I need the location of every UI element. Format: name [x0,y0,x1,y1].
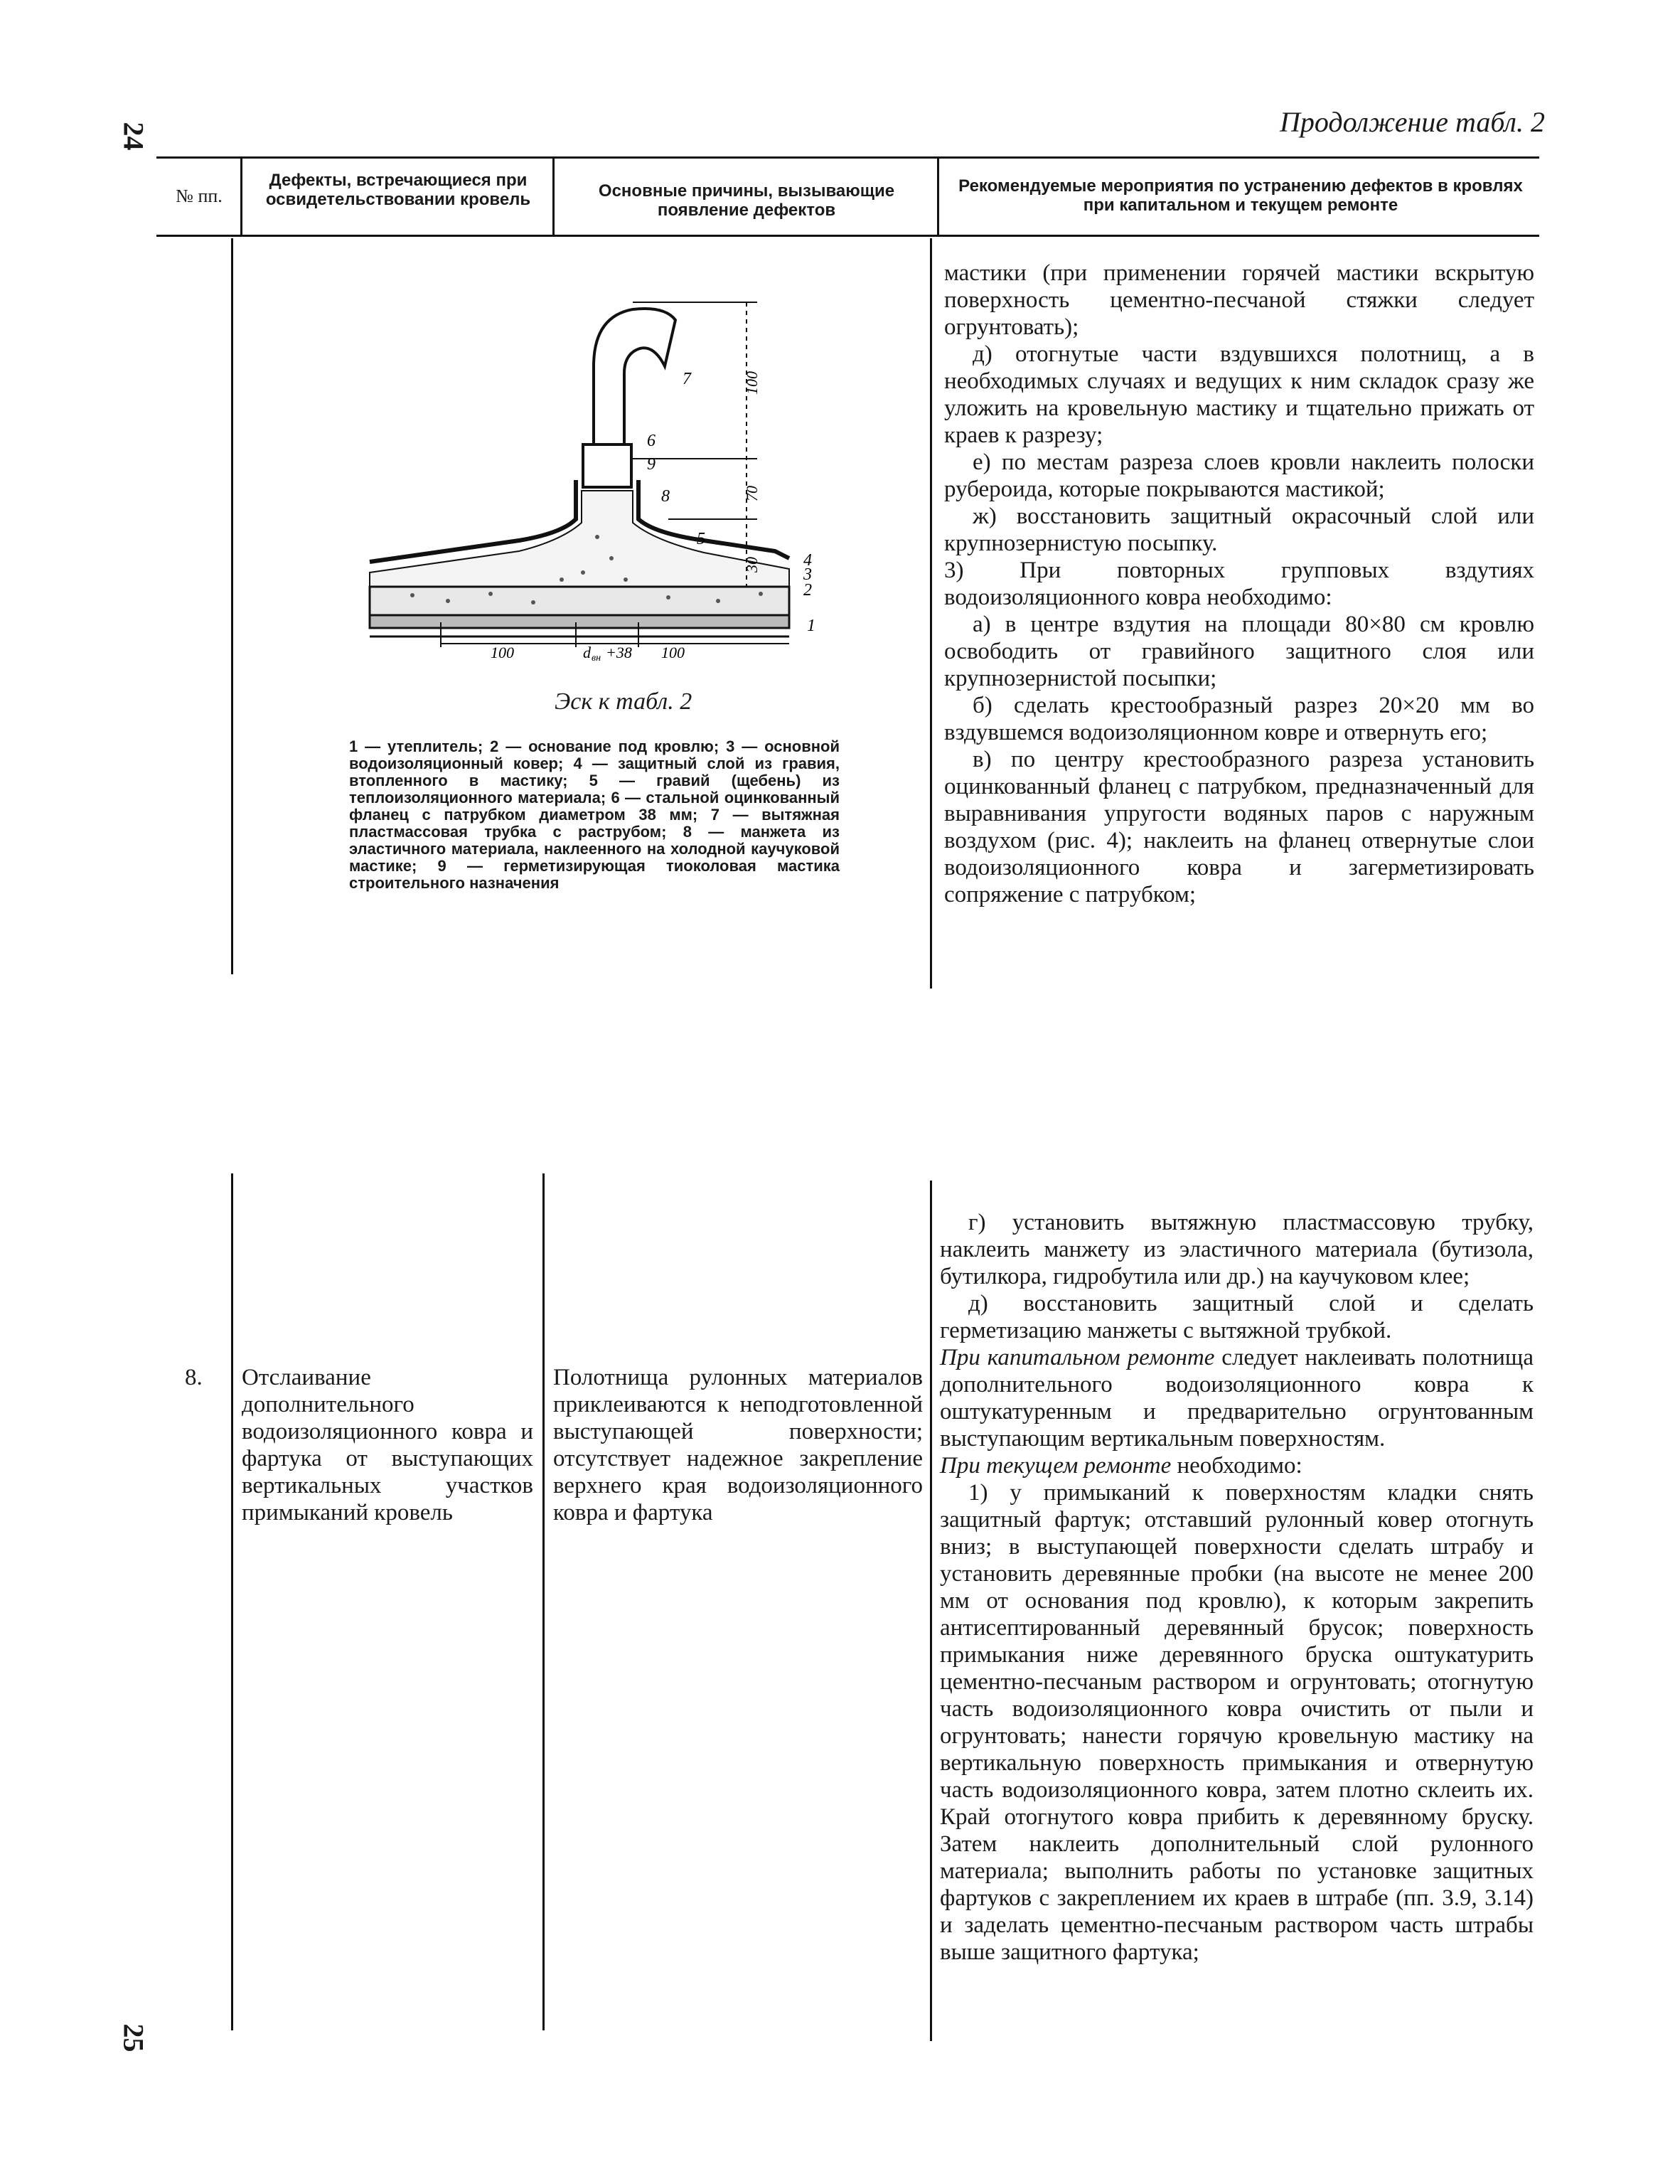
figure-label-4: 4 [803,551,812,570]
measure-paragraph: мастики (при применении горячей мастики вскрытую поверхность цементно-песчаной стяжки следует огрунтовать); [944,260,1534,340]
header-col-causes: Основные причины, вызывающие появление дефектов [598,181,895,220]
measure-paragraph: а) в центре вздутия на площади 80×80 см кровлю освободить от гравийного защитного слоя или крупнозернистой посыпки; [944,612,1534,691]
figure-label-8: 8 [661,487,670,506]
table-top-rule [156,156,1539,159]
figure-label-6: 6 [647,432,656,450]
page-number-right: 25 [117,2023,150,2052]
row-8-number: 8. [185,1365,203,1390]
bottom-right-measures [940,1209,1534,1966]
dim-label-70: 70 [743,486,761,501]
dim-label-100-right: 100 [661,644,685,661]
measure-paragraph: в) по центру крестообразного разреза установить оцинкованный фланец с патрубком, предназначенный для выравнивания упругости водяных паров с наружным воздухом (рис. 4); наклеить на фланец отвернутые слои водоизоляционного ковра и загерметизировать сопряжение с патрубком; [944,747,1534,907]
figure-legend: 1 — утеплитель; 2 — основание под кровлю; 3 — основной водоизоляционный ковер; 4 — защитный слой из гравия, втопленного в мастику; 5 — гравий (щебень) из теплоизоляционного материала; 6 — стальной оцинкованный фланец с патрубком диаметром 38 мм; 7 — вытяжная пластмассовая трубка с раструбом; 8 — манжета из эластичного материала, наклеенного на холодной каучуковой мастике; 9 — герметизирующая тиоколовая мастика строительного назначения [349,737,840,892]
measure-paragraph-current [940,1452,1534,1479]
header-col-measures: Рекомендуемые мероприятия по устранению дефектов в кровлях при капитальном и текущем ремонте [958,176,1523,215]
figure-label-2: 2 [803,581,812,600]
base-layer [370,615,789,628]
header-divider-2 [552,158,555,235]
table-continuation-label: Продолжение табл. 2 [1279,106,1545,138]
dim-label-plus-38: +38 [606,644,632,661]
ventilation-pipe-figure [348,288,860,664]
figure-label-1: 1 [807,617,815,635]
top-right-measures [944,260,1534,908]
capital-repair-text: следует наклеивать полотнища дополнительного водоизоляционного ковра к оштукатуренным и предварительно огрунтованным выступающим вертикальным поверхностям. [940,1345,1534,1451]
page-number-left: 24 [117,122,150,151]
measure-paragraph: 3) При повторных групповых вздутиях водоизоляционного ковра необходимо: [944,558,1534,610]
header-col-number: № пп. [176,186,223,206]
capital-repair-label: При капитальном ремонте [940,1345,1215,1370]
measure-paragraph: д) восстановить защитный слой и сделать герметизацию манжеты с вытяжной трубкой. [940,1291,1534,1343]
dim-label-100-left: 100 [491,644,514,661]
top-col-line-3 [930,238,932,989]
dim-label-100-vertical: 100 [743,371,761,395]
header-divider-3 [937,158,939,235]
header-divider-1 [240,158,242,235]
figure-label-7: 7 [683,370,691,388]
measure-paragraph-capital [940,1344,1534,1452]
header-col-defects: Дефекты, встречающиеся при освидетельствовании кровель [265,171,531,209]
measure-paragraph: 1) у примыканий к поверхностям кладки снять защитный фартук; отставший рулонный ковер отогнуть вниз; в выступающей поверхности сделать штрабу и установить деревянные пробки (на высоте не менее 200 мм от основания под кровлю), к которым закрепить антисептированный деревянный брусок; поверхность примыкания ниже деревянного бруска оштукатурить цементно-песчаным раствором и огрунтовать; отогнутую часть водоизоляционного ковра очистить от пыли и огрунтовать; нанести горячую кровельную мастику на вертикальную поверхность примыкания и отвернутую часть водоизоляционного ковра, затем плотно склеить их. Край отогнутого ковра прибить к деревянному бруску. Затем наклеить дополнительный слой рулонного материала; выполнить работы по установке защитных фартуков с закреплением их краев в штрабе (пп. 3.9, 3.14) и заделать цементно-песчаным раствором часть штрабы выше защитного фартука; [940,1480,1534,1965]
measure-paragraph: г) установить вытяжную пластмассовую трубку, наклеить манжету из эластичного материала (бутизола, бутилкора, гидробутила или др.) на каучуковом клее; [940,1210,1534,1289]
flange-sleeve [583,444,631,487]
figure-label-9: 9 [647,455,656,474]
figure-label-5: 5 [697,530,705,548]
dim-label-d: d [583,644,591,661]
figure-label-3: 3 [803,565,812,584]
row-8-cause: Полотнища рулонных материалов приклеиваются к неподготовленной выступающей поверхности; отсутствует надежное закрепление верхнего края водоизоляционного ковра и фартука [553,1365,923,1525]
bottom-col-line-1 [231,1173,233,2030]
figure-caption: Эск к табл. 2 [555,688,692,715]
row-8-defect: Отслаивание дополнительного водоизоляционного ковра и фартука от выступающих вертикальных участков примыканий кровель [242,1365,533,1525]
bottom-col-line-3 [930,1181,932,2041]
table-header-bottom-rule [156,235,1539,237]
top-col-line-1 [231,238,233,974]
current-repair-label: При текущем ремонте [940,1453,1172,1479]
measure-paragraph: д) отогнутые части вздувшихся полотнищ, а в необходимых случаях и ведущих к ним складок сразу же уложить на кровельную мастику и тщательно прижать от краев к разрезу; [944,341,1534,448]
dim-label-d-subscript: вн [592,653,601,664]
measure-paragraph: б) сделать крестообразный разрез 20×20 мм во вздувшемся водоизоляционном ковре и отвернуть его; [944,693,1534,745]
measure-paragraph: ж) восстановить защитный окрасочный слой или крупнозернистую посыпку. [944,504,1534,556]
dim-label-30: 30 [743,557,761,572]
measure-paragraph: е) по местам разреза слоев кровли наклеить полоски рубероида, которые покрываются мастикой; [944,449,1534,502]
current-repair-text: необходимо: [1171,1453,1302,1479]
bottom-col-line-2 [542,1173,545,2030]
insulation-layer [370,587,789,615]
